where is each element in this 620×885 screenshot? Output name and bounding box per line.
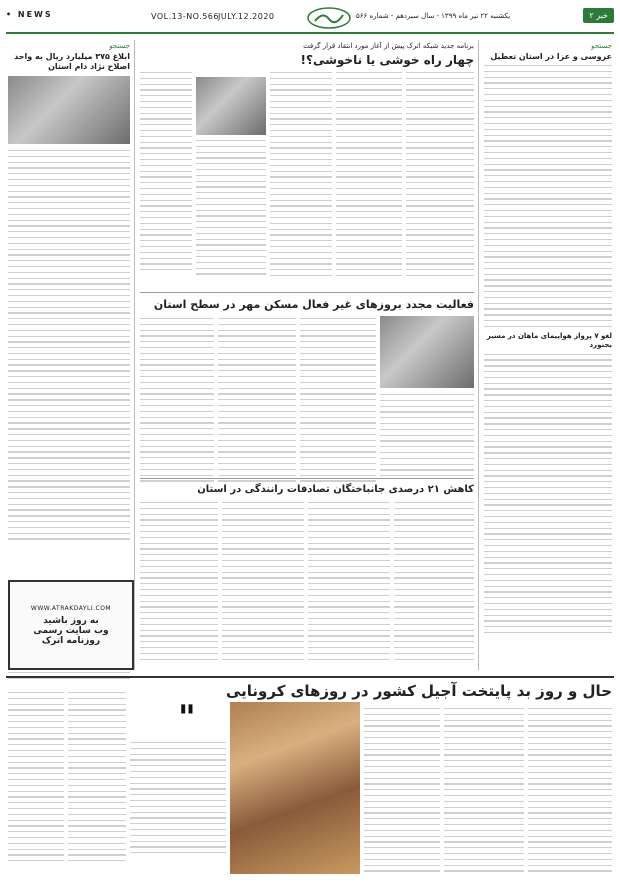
bottom-story-text-5 xyxy=(444,708,524,876)
lower-story-text-3 xyxy=(308,502,390,664)
top-story-text-3 xyxy=(270,72,332,281)
lower-story-headline: کاهش ۲۱ درصدی جانباختگان تصادفات رانندگی در استان xyxy=(197,484,474,495)
section-label: جستجو xyxy=(109,42,130,50)
livestock-photo xyxy=(8,76,130,144)
column-divider xyxy=(478,40,479,670)
top-story-text-4 xyxy=(336,72,402,281)
mid-story-text-3 xyxy=(300,318,376,486)
newspaper-logo xyxy=(306,6,352,30)
top-story-text-5 xyxy=(406,72,474,281)
bottom-section-divider xyxy=(6,676,614,678)
lower-story-text-1 xyxy=(140,502,218,664)
volume-number: VOL.13-NO.566 xyxy=(151,12,219,21)
top-story-kicker: برنامه جدید شبکه اترک پیش از آغاز مورد انتقاد قرار گرفت xyxy=(303,42,474,50)
section-label: جستجو xyxy=(591,42,612,50)
nuts-market-photo xyxy=(230,702,360,874)
mid-story-headline: فعالیت مجدد بروزهای غیر فعال مسکن مهر در سطح استان xyxy=(153,298,474,311)
bottom-story-text-2 xyxy=(68,692,126,866)
date-persian: یکشنبه ۲۲ تیر ماه ۱۳۹۹ - سال سیزدهم - شماره ۵۶۶ xyxy=(356,12,511,20)
mid-story-text-2 xyxy=(218,318,296,486)
right-headline-1: عروسی و عزا در استان تعطیل xyxy=(490,52,612,61)
right-article-text-2 xyxy=(484,354,612,634)
meeting-photo xyxy=(380,316,474,388)
ad-line-1: به روز باشید xyxy=(43,615,99,626)
ad-line-3: روزنامه اترک xyxy=(41,635,101,646)
top-story-text-1 xyxy=(140,72,192,275)
date-english: JULY.12.2020 xyxy=(218,12,275,21)
quote-mark-icon: " xyxy=(178,698,196,738)
website-ad[interactable] xyxy=(8,580,134,670)
section-divider xyxy=(140,478,474,479)
page-header xyxy=(6,6,614,34)
column-divider xyxy=(134,40,135,670)
lower-story-text-2 xyxy=(222,502,304,664)
left-column xyxy=(8,42,130,544)
ad-line-2: وب سایت رسمی xyxy=(33,625,109,636)
top-story-headline: چهار راه خوشی یا ناخوشی؟! xyxy=(300,53,474,67)
page-label: خبر ۲ xyxy=(583,8,614,23)
bottom-story-headline: حال و روز بد پایتخت آجیل کشور در روزهای کرونایی xyxy=(225,682,612,700)
right-headline-2: لغو ۷ پرواز هواپیمای ماهان در مسیر بجنورد xyxy=(486,331,612,349)
left-headline: ابلاغ ۳۷۵ میلیارد ریال به واحد اصلاح نژاد دام استان xyxy=(14,52,130,71)
lower-story-text-4 xyxy=(394,502,474,664)
news-label: • NEWS xyxy=(6,10,53,19)
right-article-text xyxy=(484,65,612,327)
logo-mark-icon xyxy=(307,7,351,29)
bottom-story-text-3 xyxy=(130,742,226,858)
section-divider xyxy=(140,292,474,293)
building-photo xyxy=(196,77,266,135)
bottom-story-text-4 xyxy=(364,708,440,876)
left-article-text xyxy=(8,150,130,540)
top-story-text-2 xyxy=(196,140,266,279)
mid-story-text-4 xyxy=(380,394,474,481)
right-column xyxy=(484,42,612,638)
mid-story-text-1 xyxy=(140,318,214,486)
bottom-story-text-1 xyxy=(8,692,64,866)
ad-url[interactable]: WWW.ATRAKDAYLI.COM xyxy=(30,604,112,612)
bottom-story-text-6 xyxy=(528,708,612,876)
